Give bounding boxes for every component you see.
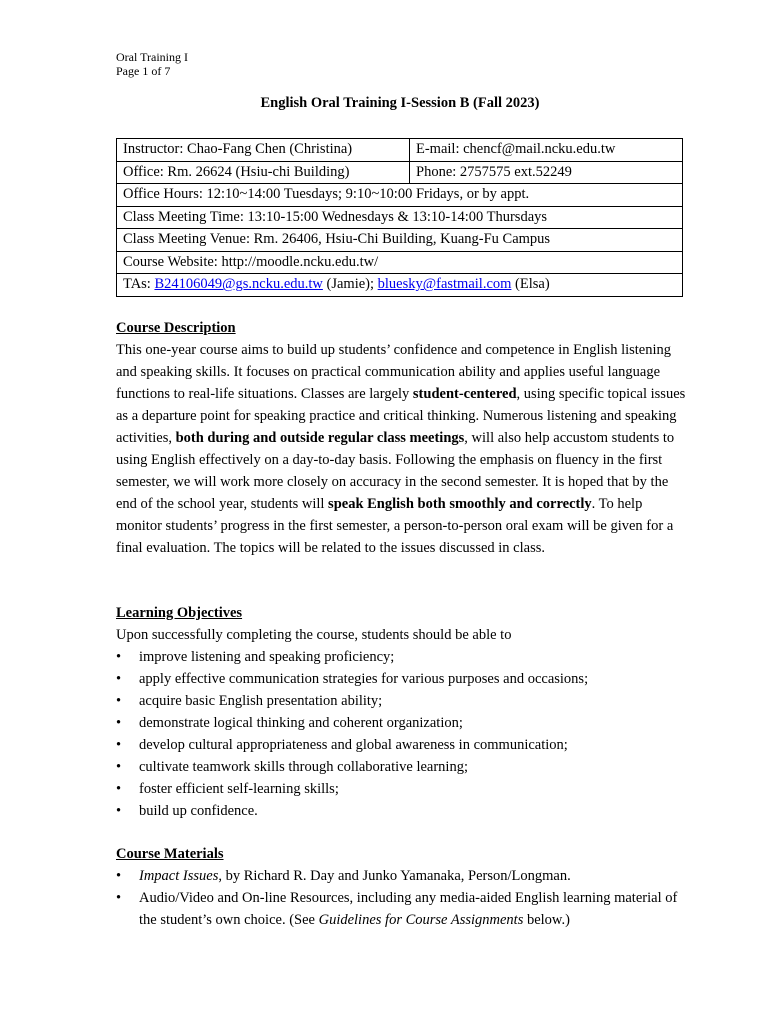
list-item xyxy=(116,887,686,931)
objective-text: demonstrate logical thinking and coherent organization; xyxy=(139,715,463,731)
meeting-time-cell: Class Meeting Time: 13:10-15:00 Wednesdays & 13:10-14:00 Thursdays xyxy=(117,206,683,229)
phone-cell: Phone: 2757575 ext.52249 xyxy=(410,161,683,184)
table-row xyxy=(117,251,683,274)
header-page-number: Page 1 of 7 xyxy=(116,64,171,78)
page-header xyxy=(116,50,188,78)
learning-objectives-intro: Upon successfully completing the course, students should be able to xyxy=(116,627,512,643)
desc-text-2: , using specific topical issues as a departure point for speaking practice and critical thinking. Numerous listening and speaking activities, xyxy=(116,386,686,446)
tas-cell xyxy=(117,274,683,297)
resources-text: Audio/Video and On-line Resources, including any media-aided English learning material of the student’s own choice. (See xyxy=(139,890,678,928)
bullet-icon: • xyxy=(116,737,122,753)
bullet-icon: • xyxy=(116,781,122,797)
bullet-icon: • xyxy=(116,693,122,709)
list-item xyxy=(116,756,686,778)
learning-objectives-heading: Learning Objectives xyxy=(116,605,243,621)
textbook-details: , by Richard R. Day and Junko Yamanaka, Person/Longman. xyxy=(218,868,571,884)
email-cell: E-mail: chencf@mail.ncku.edu.tw xyxy=(410,139,683,162)
objective-text: foster efficient self-learning skills; xyxy=(139,781,339,797)
course-description-text xyxy=(116,339,686,559)
ta1-name: (Jamie); xyxy=(322,276,378,293)
bullet-icon: • xyxy=(116,890,122,906)
office-hours-cell: Office Hours: 12:10~14:00 Tuesdays; 9:10~10:00 Fridays, or by appt. xyxy=(117,184,683,207)
textbook-title: Impact Issues xyxy=(139,868,219,884)
office-cell: Office: Rm. 26624 (Hsiu-chi Building) xyxy=(117,161,410,184)
objective-text: acquire basic English presentation ability; xyxy=(139,693,383,709)
ta1-email-link[interactable]: B24106049@gs.ncku.edu.tw xyxy=(154,276,323,293)
meeting-venue-cell: Class Meeting Venue: Rm. 26406, Hsiu-Chi Building, Kuang-Fu Campus xyxy=(117,229,683,252)
table-row xyxy=(117,161,683,184)
desc-text-4: . To help monitor students’ progress in the first semester, a person-to-person oral exam will be given for a final evaluation. The topics will be related to the issues discussed in class. xyxy=(116,496,674,556)
course-materials-section xyxy=(116,843,686,931)
list-item xyxy=(116,646,686,668)
instructor-cell: Instructor: Chao-Fang Chen (Christina) xyxy=(117,139,410,162)
ta2-email-link[interactable]: bluesky@fastmail.com xyxy=(377,276,512,293)
tas-label: TAs: xyxy=(123,276,155,293)
desc-text-1: This one-year course aims to build up students’ confidence and competence in English listening and speaking skills. It focuses on practical communication ability and applies useful language functions to real-life situations. Classes are largely xyxy=(116,342,672,402)
list-item xyxy=(116,800,686,822)
bullet-icon: • xyxy=(116,649,122,665)
desc-bold-2: both during and outside regular class meetings xyxy=(175,430,465,446)
objective-text: build up confidence. xyxy=(139,803,258,819)
table-row xyxy=(117,139,683,162)
header-course-name: Oral Training I xyxy=(116,50,188,64)
objective-text: improve listening and speaking proficiency; xyxy=(139,649,395,665)
learning-objectives-section xyxy=(116,602,686,822)
desc-text-3: , will also help accustom students to using English effectively on a day-to-day basis. Following the emphasis on fluency in the first semester, we will work more closely on accuracy in the second semester. It is hoped that by the end of the school year, students will xyxy=(116,430,675,512)
resources-text-end: below.) xyxy=(523,912,570,928)
course-description-section xyxy=(116,317,686,559)
ta2-name: (Elsa) xyxy=(511,276,550,293)
table-row xyxy=(117,229,683,252)
list-item xyxy=(116,668,686,690)
desc-bold-3: speak English both smoothly and correctly xyxy=(328,496,592,512)
objective-text: develop cultural appropriateness and global awareness in communication; xyxy=(139,737,568,753)
website-cell: Course Website: http://moodle.ncku.edu.tw/ xyxy=(117,251,683,274)
bullet-icon: • xyxy=(116,759,122,775)
objective-text: apply effective communication strategies for various purposes and occasions; xyxy=(139,671,589,687)
course-materials-heading: Course Materials xyxy=(116,846,224,862)
list-item xyxy=(116,778,686,800)
bullet-icon: • xyxy=(116,671,122,687)
list-item xyxy=(116,712,686,734)
objective-text: cultivate teamwork skills through collaborative learning; xyxy=(139,759,468,775)
list-item xyxy=(116,734,686,756)
guidelines-ref: Guidelines for Course Assignments xyxy=(318,912,524,928)
objectives-list xyxy=(116,646,686,822)
table-row xyxy=(117,184,683,207)
bullet-icon: • xyxy=(116,715,122,731)
course-info-table xyxy=(116,138,683,297)
list-item xyxy=(116,865,686,887)
document-title: English Oral Training I-Session B (Fall 2023) xyxy=(260,95,540,111)
bullet-icon: • xyxy=(116,868,122,884)
course-description-heading: Course Description xyxy=(116,320,236,336)
table-row xyxy=(117,274,683,297)
list-item xyxy=(116,690,686,712)
table-row xyxy=(117,206,683,229)
desc-bold-1: student-centered xyxy=(412,386,517,402)
bullet-icon: • xyxy=(116,803,122,819)
